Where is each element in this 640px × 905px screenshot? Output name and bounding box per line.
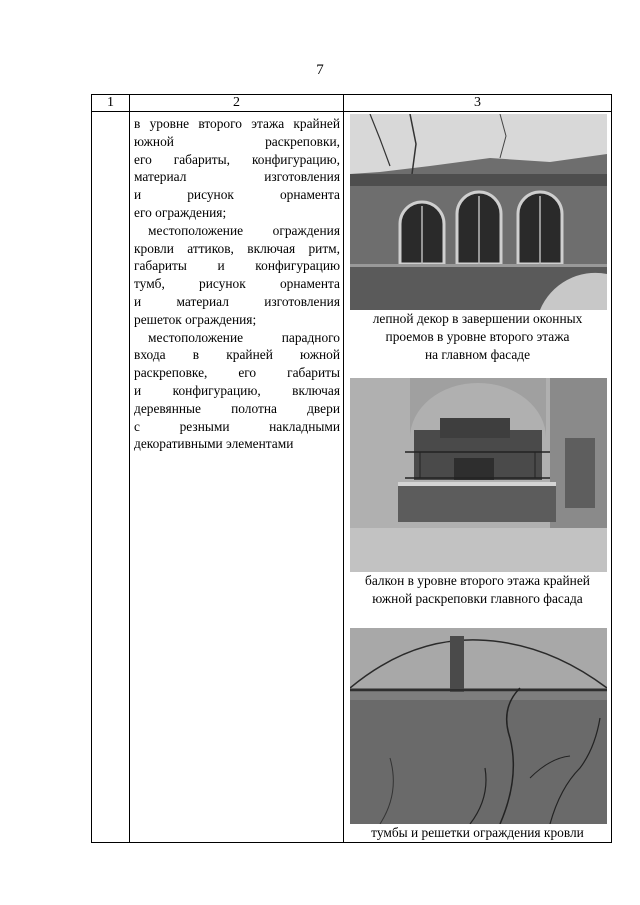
caption-line: на главном фасаде: [424, 346, 531, 362]
description-line: габариты и конфигурацию: [134, 258, 340, 274]
description-line: декоративными элементами: [134, 436, 294, 452]
description-line: деревянные полотна двери: [134, 400, 340, 416]
description-line: местоположение ограждения: [148, 222, 340, 238]
photo-block-balcony: [346, 378, 609, 608]
heritage-table: [91, 94, 612, 843]
caption-line: балкон в уровне второго этажа крайней: [365, 573, 590, 589]
column-header-2: 2: [130, 95, 344, 112]
photo-block-window-decor: [346, 114, 609, 363]
balcony-photo: [350, 378, 607, 572]
page-number: 7: [316, 62, 324, 78]
description-line: его габариты, конфигурацию,: [134, 151, 340, 167]
description-line: в уровне второго этажа крайней: [134, 116, 340, 131]
table-row: [92, 112, 612, 843]
description-cell: [130, 112, 344, 843]
description-line: и рисунок орнамента: [134, 187, 340, 203]
description-line: тумб, рисунок орнамента: [134, 276, 340, 292]
description-line: материал изготовления: [134, 169, 340, 185]
caption-line: лепной декор в завершении оконных: [372, 311, 583, 326]
table-header-row: [92, 95, 612, 112]
caption-line: тумбы и решетки ограждения кровли: [371, 824, 584, 840]
photo-block-roof-railing: [346, 628, 609, 842]
caption-line: южной раскреповки главного фасада: [372, 591, 583, 607]
description-line: местоположение парадного: [148, 329, 340, 345]
roof-railing-photo: [350, 628, 607, 824]
description-line: с резными накладными: [134, 418, 340, 434]
caption-line: проемов в уровне второго этажа: [385, 328, 570, 344]
photo-cell: [344, 112, 612, 843]
index-cell: [92, 112, 130, 843]
description-line: и материал изготовления: [134, 293, 340, 309]
description-line: его ограждения;: [134, 204, 227, 220]
column-header-3: 3: [344, 95, 612, 112]
column-header-1: 1: [92, 95, 130, 112]
description-line: решеток ограждения;: [134, 311, 257, 327]
photo-caption: [346, 310, 609, 363]
description-line: и конфигурацию, включая: [134, 382, 340, 398]
description-line: входа в крайней южной: [134, 347, 340, 363]
window-decor-photo: [350, 114, 607, 310]
description-line: кровли аттиков, включая ритм,: [134, 240, 340, 256]
description-line: раскреповке, его габариты: [134, 365, 340, 381]
description-line: южной раскреповки,: [134, 133, 340, 149]
photo-caption: [346, 572, 609, 608]
photo-caption: [346, 824, 609, 842]
